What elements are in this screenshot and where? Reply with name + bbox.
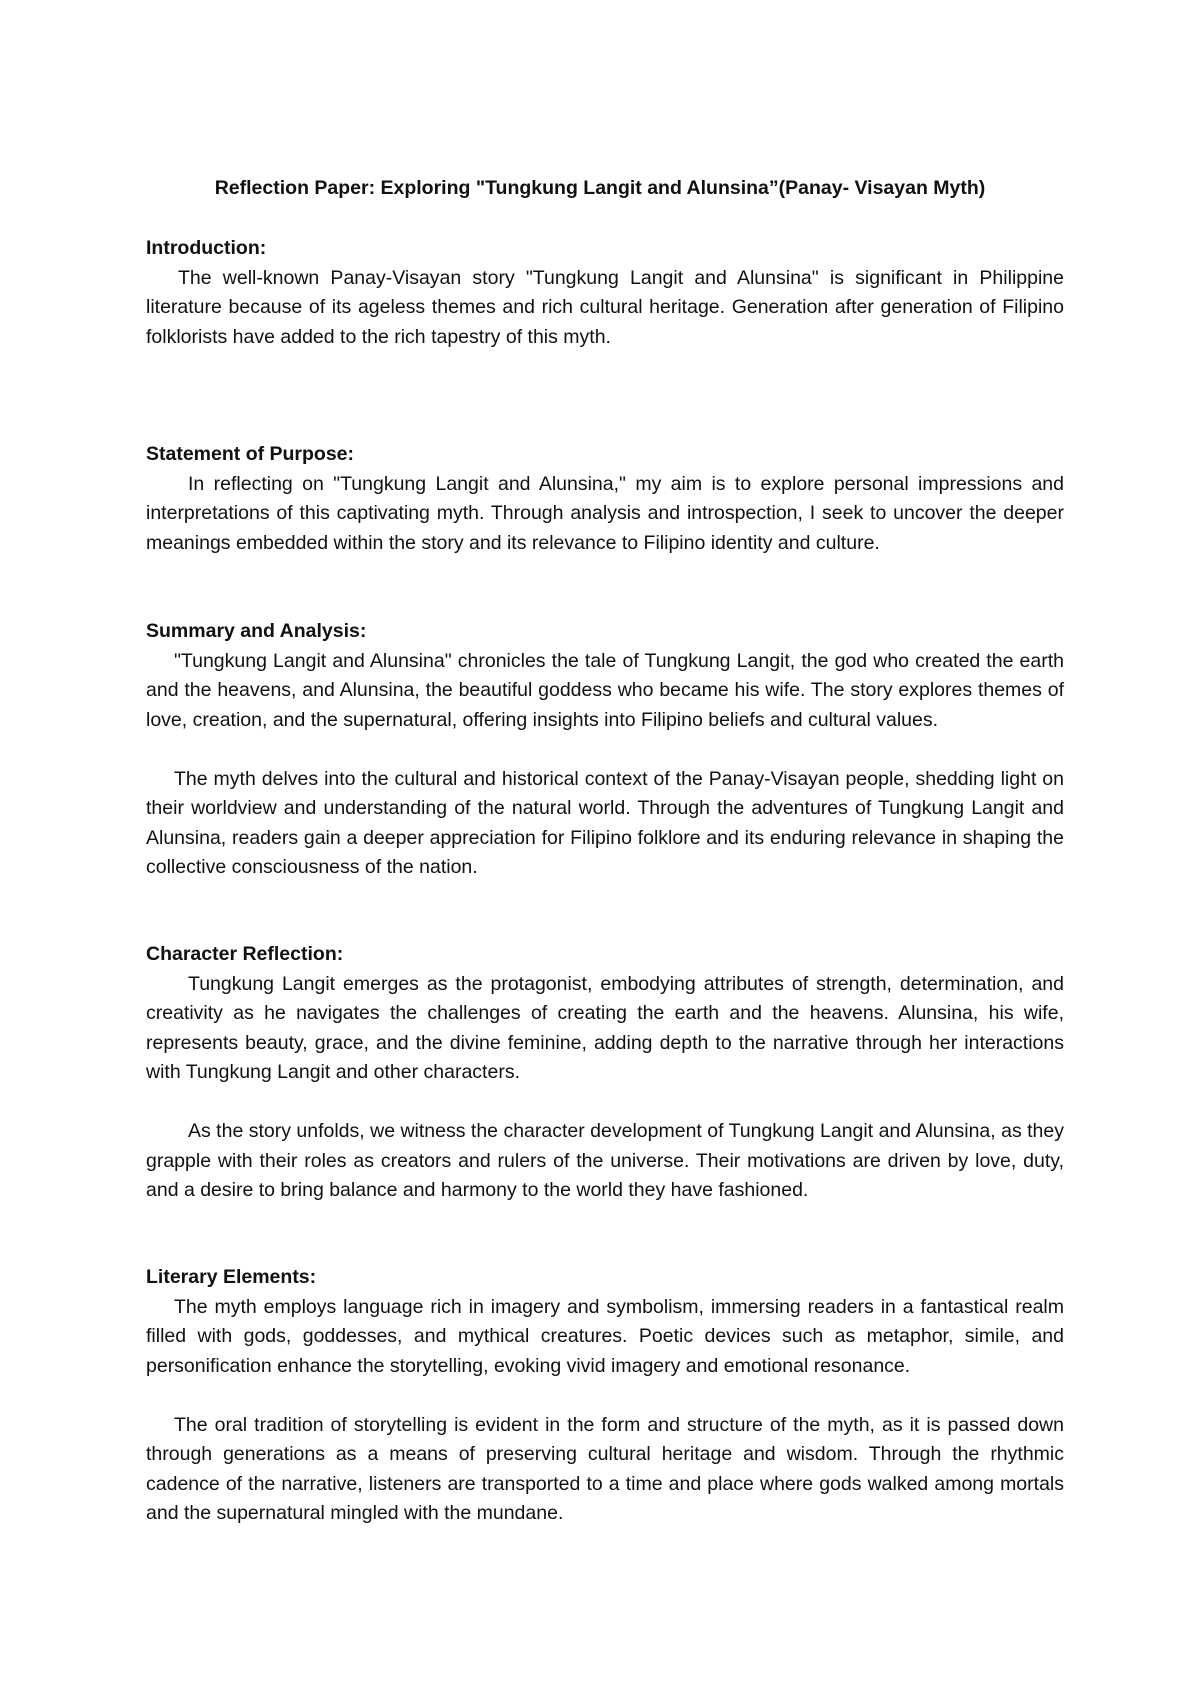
section-introduction xyxy=(146,234,1064,352)
section-heading: Introduction: xyxy=(146,237,267,259)
section-character-reflection xyxy=(146,940,1064,1206)
paragraph: The oral tradition of storytelling is evident in the form and structure of the myth, as it is passed down through generations as a means of preserving cultural heritage and wisdom. Through the rhythmic cadence of the narrative, listeners are transported to a time and place where gods walked among mortals and the supernatural mingled with the mundane. xyxy=(146,1413,1064,1524)
section-heading: Statement of Purpose: xyxy=(146,443,355,465)
section-heading: Summary and Analysis: xyxy=(146,620,367,642)
paragraph: The myth employs language rich in imagery and symbolism, immersing readers in a fantastical realm filled with gods, goddesses, and mythical creatures. Poetic devices such as metaphor, simile, and personification enhance the storytelling, evoking vivid imagery and emotional resonance. xyxy=(146,1295,1064,1377)
section-heading: Literary Elements: xyxy=(146,1266,317,1288)
paragraph: Tungkung Langit emerges as the protagonist, embodying attributes of strength, determination, and creativity as he navigates the challenges of creating the earth and the heavens. Alunsina, his wife, represents beauty, grace, and the divine feminine, adding depth to the narrative through her interactions with Tungkung Langit and other characters. xyxy=(146,972,1064,1083)
paragraph: In reflecting on "Tungkung Langit and Alunsina," my aim is to explore personal impressions and interpretations of this captivating myth. Through analysis and introspection, I seek to uncover the deeper meanings embedded within the story and its relevance to Filipino identity and culture. xyxy=(146,472,1064,554)
paragraph: As the story unfolds, we witness the character development of Tungkung Langit and Alunsina, as they grapple with their roles as creators and rulers of the universe. Their motivations are driven by love, duty, and a desire to bring balance and harmony to the world they have fashioned. xyxy=(146,1120,1064,1201)
section-heading: Character Reflection: xyxy=(146,943,344,965)
section-literary-elements xyxy=(146,1263,1064,1529)
section-statement-of-purpose xyxy=(146,440,1064,558)
document-title: Reflection Paper: Exploring "Tungkung Langit and Alunsina”(Panay- Visayan Myth) xyxy=(214,177,986,199)
paragraph: The myth delves into the cultural and historical context of the Panay-Visayan people, shedding light on their worldview and understanding of the natural world. Through the adventures of Tungkung Langit and Alunsina, readers gain a deeper appreciation for Filipino folklore and its enduring relevance in shaping the collective consciousness of the nation. xyxy=(146,767,1064,878)
paragraph: The well-known Panay-Visayan story "Tungkung Langit and Alunsina" is significant in Philippine literature because of its ageless themes and rich cultural heritage. Generation after generation of Filipino folklorists have added to the rich tapestry of this myth. xyxy=(146,266,1064,348)
section-summary-and-analysis xyxy=(146,617,1064,883)
paragraph: "Tungkung Langit and Alunsina" chronicles the tale of Tungkung Langit, the god who created the earth and the heavens, and Alunsina, the beautiful goddess who became his wife. The story explores themes of love, creation, and the supernatural, offering insights into Filipino beliefs and cultural values. xyxy=(146,649,1064,731)
